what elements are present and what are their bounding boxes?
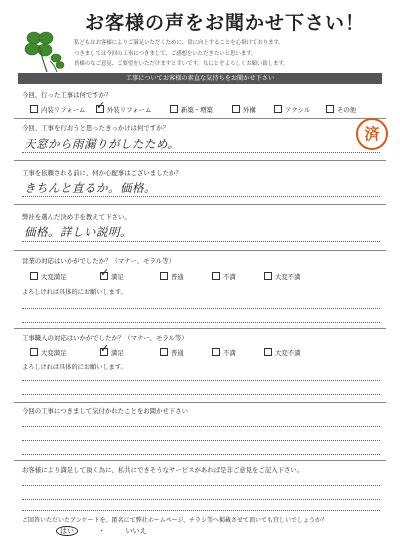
intro-line: つきましては今回の工事につきまして、ご感想をいただきたいと思います。: [74, 50, 257, 57]
checkbox[interactable]: [274, 105, 282, 113]
checkbox[interactable]: [100, 266, 110, 280]
q4-answer: 価格。詳しい説明。: [24, 225, 132, 239]
q5-note: よろしければ具体的にお願いします。: [22, 289, 127, 296]
q1-label: 今回、行った工事は何ですか？: [22, 91, 112, 99]
answer-line: [22, 152, 380, 153]
q6-option[interactable]: 不満: [212, 348, 236, 357]
processed-stamp: 済: [356, 118, 388, 150]
q8-label: お客様により満足して頂く為に、私共にできそうなサービスがあれば是非ご意見をご記入下さい。: [22, 466, 304, 474]
intro-line: 私どもはお客様によりご満足いただくために、常に向上することを心掛けております。: [74, 40, 284, 46]
divider: [14, 118, 386, 119]
intro-line: 皆様のなご意見、ご要望をいただけますと幸いです。なにとぞよろしくお願い致します。: [74, 61, 289, 67]
checkbox[interactable]: [212, 348, 220, 356]
answer-line: [22, 440, 380, 441]
q6-label: 工事職人の対応はいかがでしたか？（マナー、モラル等）: [22, 334, 188, 342]
checkbox[interactable]: [326, 105, 334, 113]
q3-answer: きちんと直るか。価格。: [24, 181, 156, 195]
q1-option[interactable]: 外構: [232, 105, 256, 114]
checkbox[interactable]: [232, 105, 240, 113]
q5-option[interactable]: ✓ 満足: [100, 266, 124, 281]
checkbox[interactable]: [264, 348, 272, 356]
answer-line: [22, 394, 380, 395]
divider: [14, 402, 386, 403]
answer-line: [22, 308, 380, 309]
q6-option[interactable]: 大変不満: [264, 348, 301, 357]
section-banner: 工事についてお客様の素直な気持ちをお聞かせ下さい: [18, 73, 382, 84]
divider: [14, 250, 386, 251]
q9-answer[interactable]: [56, 526, 146, 536]
answer-line: [22, 380, 380, 381]
yes-option-circled[interactable]: はい: [56, 526, 78, 536]
q6-option[interactable]: 大変満足: [30, 348, 67, 357]
separator-dot: ・: [98, 527, 106, 535]
q6-option[interactable]: ✓ 満足: [100, 342, 124, 357]
q6-option[interactable]: 普通: [160, 348, 184, 357]
answer-line: [22, 485, 380, 486]
q1-option[interactable]: ✓ 外装リフォーム: [96, 99, 152, 114]
checkbox[interactable]: [160, 348, 168, 356]
checkbox[interactable]: [212, 272, 220, 280]
q5-option[interactable]: 大変不満: [264, 272, 301, 281]
answer-line: [22, 241, 380, 242]
divider: [14, 160, 386, 161]
q2-label: 今回、工事を行おうと思ったきっかけは何ですか？: [22, 124, 169, 132]
q7-label: 今回の工事につきまして気付かれたことをお聞かせ下さい: [22, 407, 189, 415]
q3-label: 工事を依頼される前に、何か心配事はございましたか？: [22, 169, 182, 177]
checkbox[interactable]: [170, 105, 178, 113]
q1-option[interactable]: 内装リフォーム: [30, 105, 85, 114]
q5-label: 営業の対応はいかがでしたか？（マナー、モラル等）: [22, 257, 175, 265]
q1-option[interactable]: その他: [326, 105, 356, 114]
check-mark-icon: ✓: [100, 266, 110, 279]
q1-option[interactable]: 新築・増築: [170, 105, 213, 114]
intro-text: [74, 38, 396, 70]
q4-label: 弊社を選んだ決め手を教えて下さい。: [22, 213, 131, 221]
no-option[interactable]: いいえ: [125, 527, 147, 535]
checkbox[interactable]: [96, 99, 106, 113]
checkbox[interactable]: [264, 272, 272, 280]
q5-option[interactable]: 普通: [160, 272, 184, 281]
answer-line: [22, 322, 380, 323]
check-mark-icon: ✓: [100, 342, 110, 355]
q2-answer: 天窓から雨漏りがしたため。: [24, 137, 180, 151]
answer-line: [22, 426, 380, 427]
checkbox[interactable]: [30, 105, 38, 113]
page-title: お客様の声をお聞かせ下さい！: [84, 12, 365, 34]
answer-line: [22, 499, 380, 500]
checkbox[interactable]: [30, 272, 38, 280]
q1-option[interactable]: アクシル: [274, 105, 310, 114]
answer-line: [22, 196, 380, 197]
q5-option[interactable]: 大変満足: [30, 272, 67, 281]
answer-line: [22, 454, 380, 455]
checkbox[interactable]: [30, 348, 38, 356]
divider: [14, 328, 386, 329]
divider: [14, 204, 386, 205]
answer-line: [22, 510, 380, 511]
checkbox[interactable]: [100, 342, 110, 356]
checkbox[interactable]: [160, 272, 168, 280]
check-mark-icon: ✓: [96, 99, 106, 112]
divider: [14, 460, 386, 461]
q6-note: よろしければ具体的にお願いします。: [22, 364, 127, 371]
q5-option[interactable]: 不満: [212, 272, 236, 281]
q9-label: ご回答いただいたアンケートを、匿名にて弊社ホームページ、チラシ等へ掲載させて頂いても宜しいでしょうか？: [22, 517, 328, 524]
